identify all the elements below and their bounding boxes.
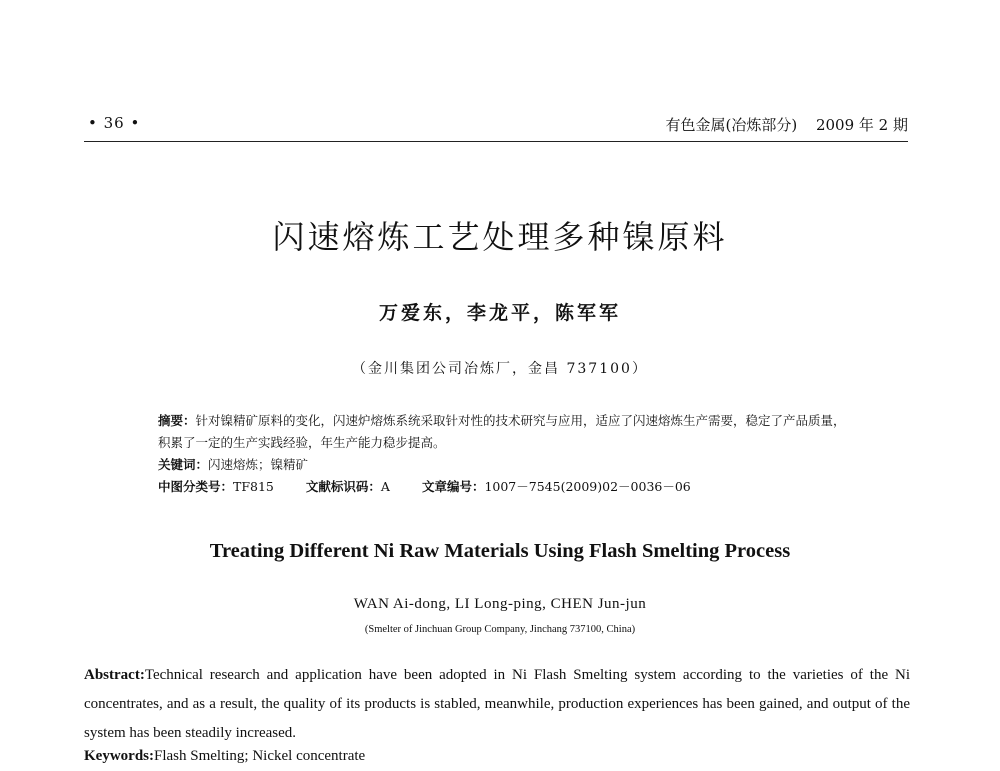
- article-no-value: 1007－7545(2009)02－0036－06: [484, 479, 691, 494]
- chinese-keywords: [158, 454, 848, 476]
- classification-line: [158, 476, 848, 498]
- chinese-keywords-text: 闪速熔炼；镍精矿: [208, 457, 309, 472]
- chinese-authors: 万爱东，李龙平，陈军军: [378, 302, 621, 324]
- english-abstract-label: Abstract:: [84, 667, 145, 683]
- english-authors: WAN Ai-dong, LI Long-ping, CHEN Jun-jun: [353, 596, 647, 612]
- english-keywords-text: Flash Smelting; Nickel concentrate: [154, 748, 366, 764]
- journal-name: 有色金属(冶炼部分): [665, 116, 798, 134]
- english-abstract: [84, 661, 910, 748]
- doc-code-value: A: [380, 479, 390, 494]
- chinese-keywords-label: 关键词：: [158, 457, 209, 472]
- journal-info: [651, 114, 908, 135]
- page-number: • 36 •: [88, 114, 141, 132]
- running-header: [88, 112, 908, 138]
- clc-label: 中图分类号：: [158, 479, 234, 494]
- english-keywords-label: Keywords:: [84, 748, 154, 764]
- chinese-abstract-label: 摘要：: [158, 413, 196, 428]
- english-title: Treating Different Ni Raw Materials Using Flash Smelting Process: [209, 540, 791, 562]
- chinese-title: 闪速熔炼工艺处理多种镍原料: [272, 218, 728, 256]
- english-keywords: [84, 742, 910, 771]
- english-abstract-text: Technical research and application have been adopted in Ni Flash Smelting system according to the varieties of the Ni concentrates, and as a result, the quality of its products is stabled, meanwhile, production experiences has been gained, and output of the system has been steadily increased.: [84, 667, 910, 741]
- english-affiliation: (Smelter of Jinchuan Group Company, Jinchang 737100, China): [364, 624, 636, 635]
- chinese-abstract: [158, 410, 848, 454]
- chinese-abstract-text: 针对镍精矿原料的变化，闪速炉熔炼系统采取针对性的技术研究与应用，适应了闪速熔炼生产需要，稳定了产品质量，积累了一定的生产实践经验，年生产能力稳步提高。: [158, 413, 846, 450]
- header-rule: [84, 141, 908, 142]
- clc-value: TF815: [233, 479, 274, 494]
- journal-issue: 2009 年 2 期: [815, 116, 908, 134]
- doc-code-label: 文献标识码：: [305, 479, 381, 494]
- chinese-abstract-block: [158, 410, 848, 498]
- article-no-label: 文章编号：: [421, 479, 485, 494]
- chinese-affiliation: （金川集团公司冶炼厂，金昌 737100）: [352, 361, 648, 377]
